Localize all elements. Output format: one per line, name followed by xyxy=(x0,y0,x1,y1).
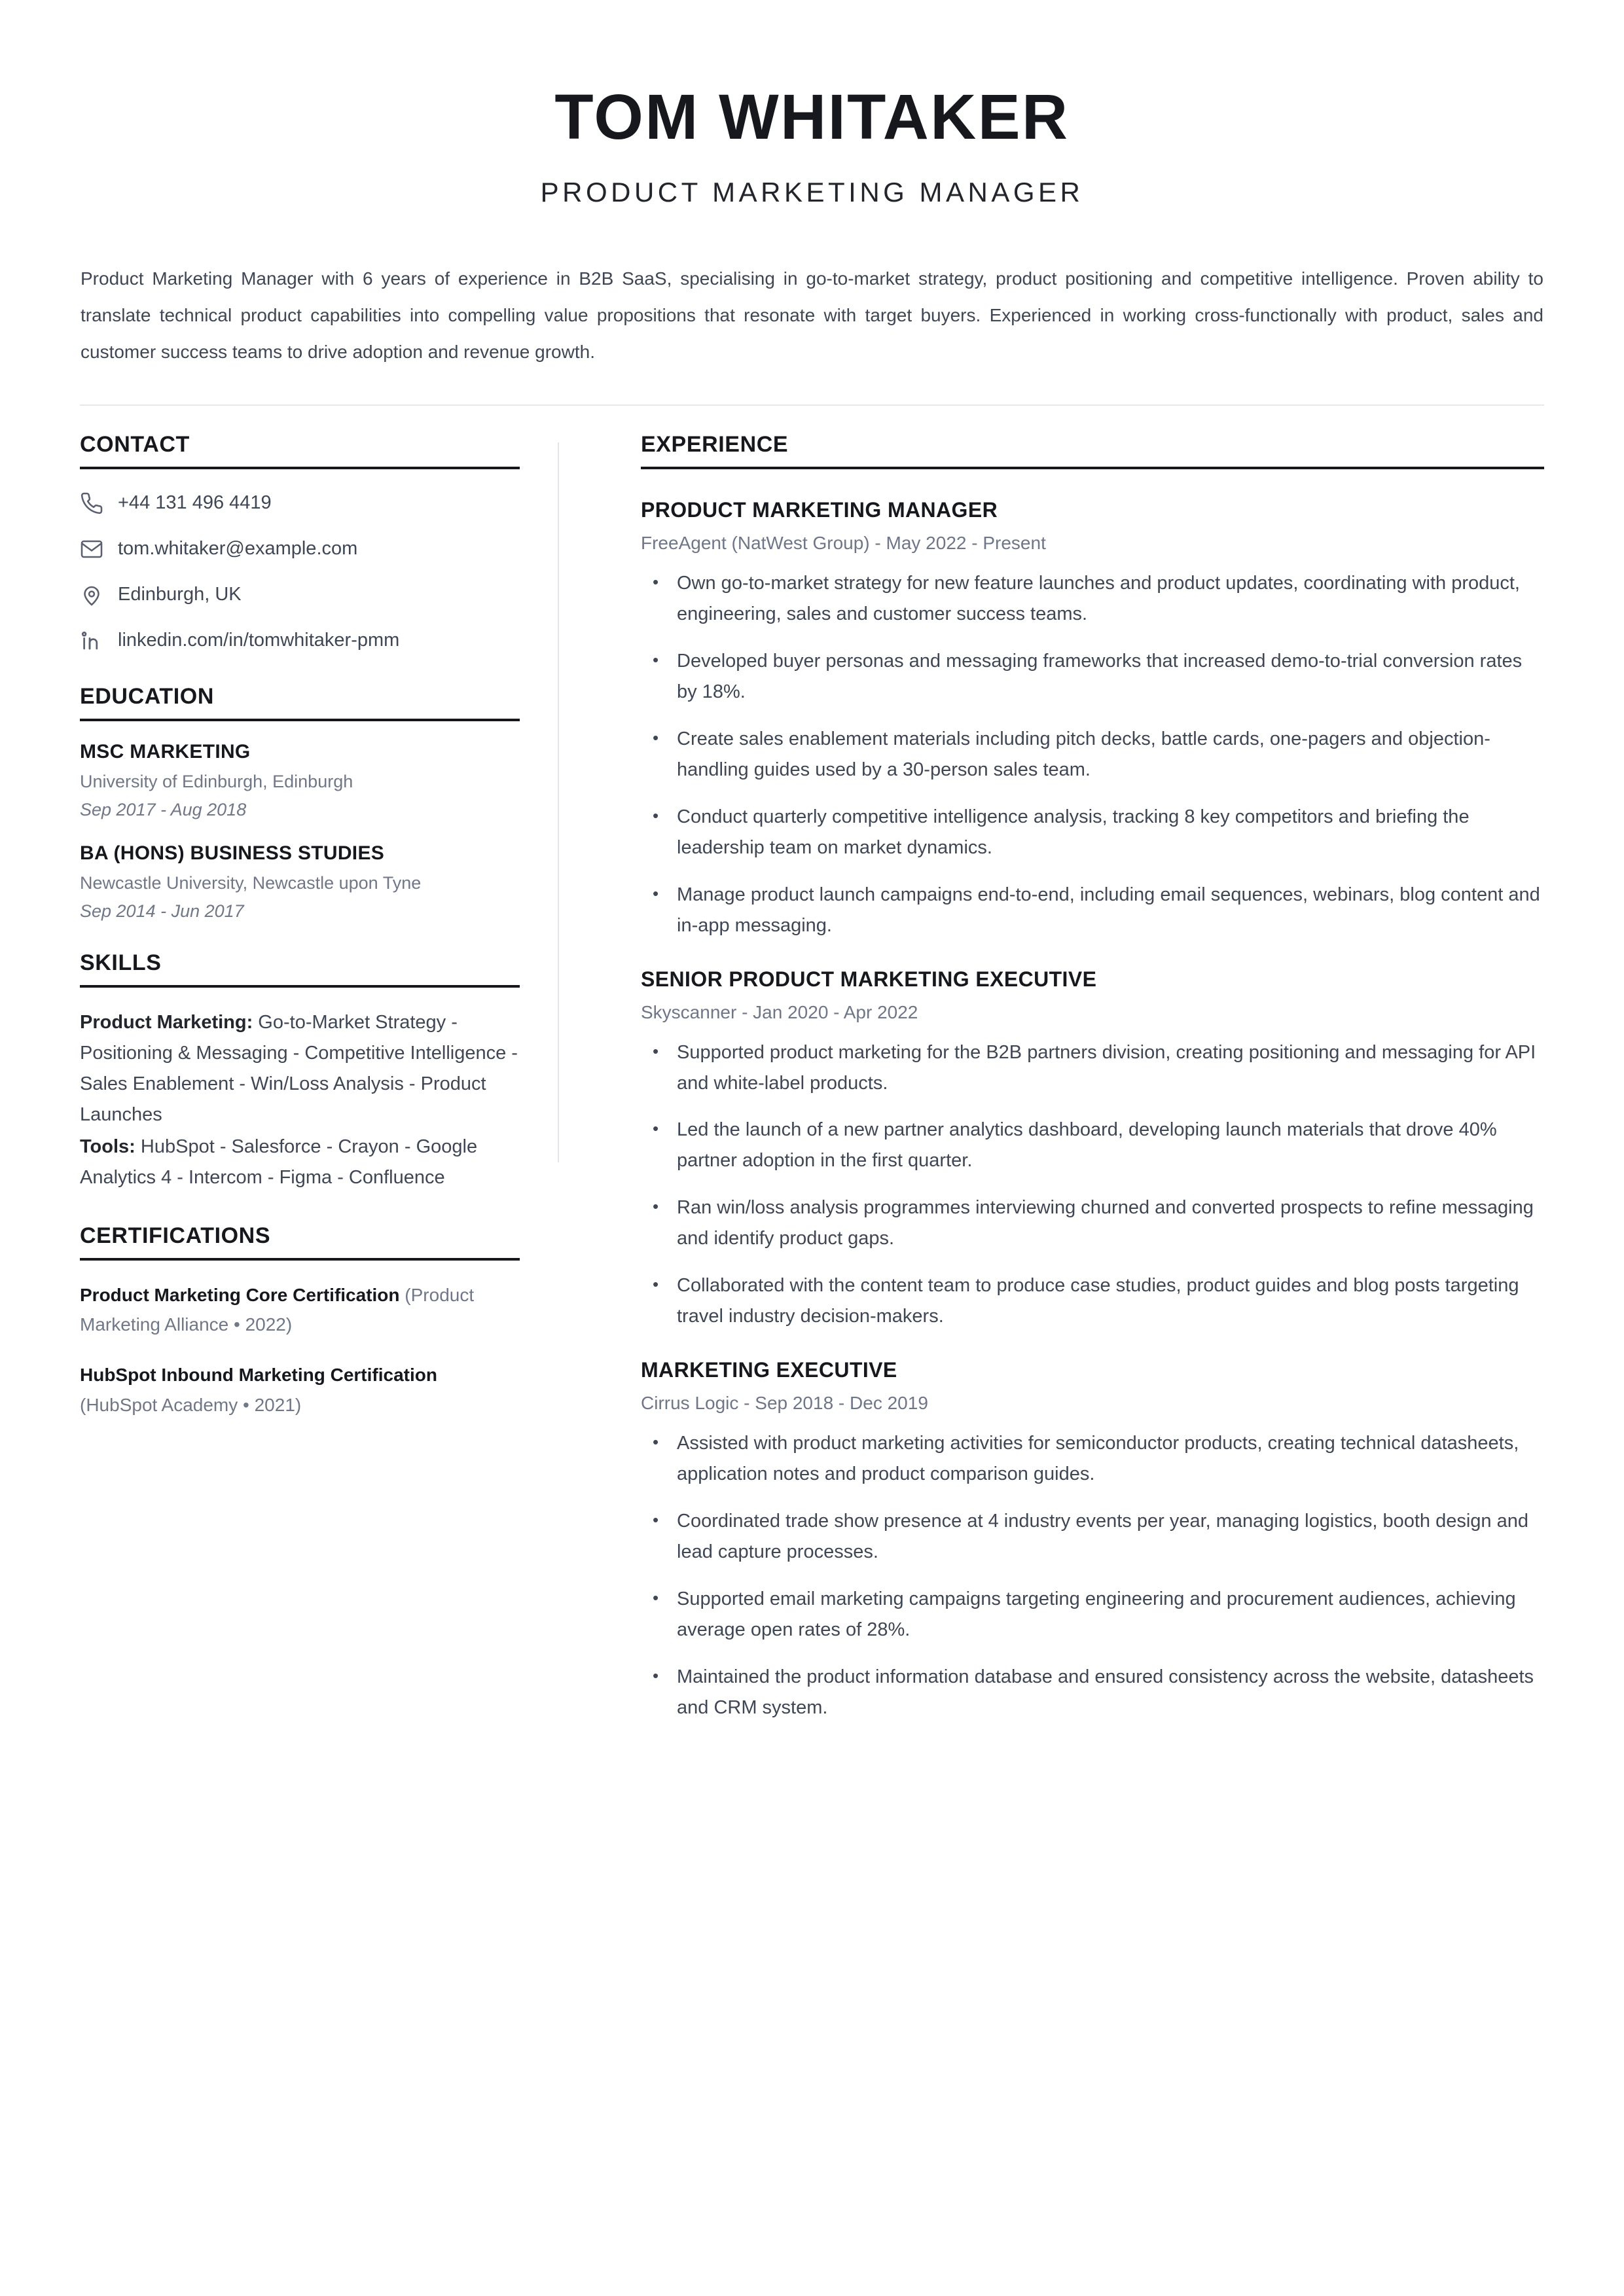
job-bullets xyxy=(641,1428,1544,1723)
skills-group xyxy=(80,1132,520,1193)
job-bullet: • Coordinated trade show presence at 4 industry events per year, managing logistics, booth design and lead capture processes. xyxy=(641,1506,1544,1568)
candidate-job-title: PRODUCT MARKETING MANAGER xyxy=(540,176,1084,207)
phone-icon xyxy=(80,492,106,515)
education-school: University of Edinburgh, Edinburgh xyxy=(80,771,353,791)
job-bullet: • Maintained the product information database and ensured consistency across the website, datasheets and CRM system. xyxy=(641,1662,1544,1723)
experience-section xyxy=(641,432,1544,1723)
job-bullet: • Assisted with product marketing activities for semiconductor products, creating technical datasheets, application notes and product comparison guides. xyxy=(641,1428,1544,1490)
education-degree: MSC MARKETING xyxy=(80,740,251,762)
experience-job xyxy=(641,1358,1544,1723)
skills-group-value: Go-to-Market Strategy - Positioning & Messaging - Competitive Intelligence - Sales Enablement - Win/Loss Analysis - Product Launches xyxy=(80,1011,518,1125)
contact-item-location[interactable] xyxy=(80,581,520,609)
skills-group-value: HubSpot - Salesforce - Crayon - Google Analytics 4 - Intercom - Figma - Confluence xyxy=(80,1136,478,1188)
contact-list xyxy=(80,489,520,655)
right-column xyxy=(559,432,1544,1749)
job-role: PRODUCT MARKETING MANAGER xyxy=(641,497,998,522)
certification-meta: (HubSpot Academy • 2021) xyxy=(80,1394,302,1415)
experience-job xyxy=(641,498,1544,941)
education-item xyxy=(80,741,520,820)
job-bullets xyxy=(641,568,1544,941)
experience-section-title: EXPERIENCE xyxy=(641,431,789,457)
contact-email-value: tom.whitaker@example.com xyxy=(118,538,358,560)
job-meta: FreeAgent (NatWest Group) - May 2022 - Present xyxy=(641,532,1046,553)
resume-header xyxy=(80,0,1544,208)
job-bullet: • Create sales enablement materials including pitch decks, battle cards, one-pagers and objection-handling guides used by a 30-person sales team. xyxy=(641,724,1544,785)
experience-job xyxy=(641,967,1544,1333)
job-bullet: • Developed buyer personas and messaging frameworks that increased demo-to-trial conversion rates by 18%. xyxy=(641,646,1544,708)
certifications-section-rule xyxy=(80,1258,520,1261)
skills-group xyxy=(80,1007,520,1130)
job-bullet: • Led the launch of a new partner analytics dashboard, developing launch materials that drove 40% partner adoption in the first quarter. xyxy=(641,1115,1544,1176)
education-section-title: EDUCATION xyxy=(80,683,214,709)
linkedin-icon xyxy=(80,629,106,653)
experience-section-rule xyxy=(641,467,1544,469)
contact-section xyxy=(80,432,520,655)
contact-linkedin-value: linkedin.com/in/tomwhitaker-pmm xyxy=(118,630,400,651)
header-divider xyxy=(80,404,1544,406)
education-dates: Sep 2017 - Aug 2018 xyxy=(80,799,247,819)
job-bullet: • Manage product launch campaigns end-to-end, including email sequences, webinars, blog content and in-app messaging. xyxy=(641,880,1544,941)
skills-section-title: SKILLS xyxy=(80,950,162,975)
certification-meta: (Product Marketing Alliance • 2022) xyxy=(80,1284,475,1335)
education-section xyxy=(80,684,520,922)
job-bullet: • Collaborated with the content team to produce case studies, product guides and blog posts targeting travel industry decision-makers. xyxy=(641,1270,1544,1332)
contact-phone-value: +44 131 496 4419 xyxy=(118,492,272,514)
job-bullet: • Conduct quarterly competitive intelligence analysis, tracking 8 key competitors and briefing the leadership team on market dynamics. xyxy=(641,802,1544,863)
job-bullet: • Own go-to-market strategy for new feature launches and product updates, coordinating with product, engineering, sales and customer success teams. xyxy=(641,568,1544,630)
job-role: MARKETING EXECUTIVE xyxy=(641,1358,897,1382)
skills-section xyxy=(80,950,520,1193)
job-bullet: • Supported product marketing for the B2B partners division, creating positioning and messaging for API and white-label products. xyxy=(641,1037,1544,1099)
skills-section-rule xyxy=(80,985,520,988)
job-bullet: • Supported email marketing campaigns targeting engineering and procurement audiences, achieving average open rates of 28%. xyxy=(641,1584,1544,1645)
resume-body xyxy=(80,432,1544,1749)
certification-item xyxy=(80,1360,520,1420)
education-item xyxy=(80,842,520,922)
envelope-icon xyxy=(80,537,106,561)
contact-item-linkedin[interactable] xyxy=(80,626,520,655)
certifications-section-title: CERTIFICATIONS xyxy=(80,1223,271,1248)
certification-item xyxy=(80,1280,520,1340)
certifications-section xyxy=(80,1223,520,1420)
certification-name: HubSpot Inbound Marketing Certification xyxy=(80,1365,437,1386)
skills-group-label: Product Marketing: xyxy=(80,1011,253,1033)
professional-summary: Product Marketing Manager with 6 years of experience in B2B SaaS, specialising in go-to-market strategy, product positioning and competitive intelligence. Proven ability to translate technical product capabilities into compelling value propositions that resonate with target buyers. Experienced in working cross-functionally with product, sales and customer success teams to drive adoption and revenue growth. xyxy=(81,268,1543,362)
job-bullets xyxy=(641,1037,1544,1333)
contact-location-value: Edinburgh, UK xyxy=(118,584,242,605)
job-bullet: • Ran win/loss analysis programmes interviewing churned and converted prospects to refine messaging and identify product gaps. xyxy=(641,1193,1544,1254)
job-meta: Skyscanner - Jan 2020 - Apr 2022 xyxy=(641,1001,918,1022)
education-degree: BA (HONS) BUSINESS STUDIES xyxy=(80,842,385,864)
candidate-name: TOM WHITAKER xyxy=(554,81,1070,152)
location-pin-icon xyxy=(80,583,106,607)
contact-item-phone[interactable] xyxy=(80,489,520,518)
education-section-rule xyxy=(80,719,520,721)
skills-group-label: Tools: xyxy=(80,1136,135,1157)
contact-section-rule xyxy=(80,467,520,469)
job-meta: Cirrus Logic - Sep 2018 - Dec 2019 xyxy=(641,1393,928,1414)
education-dates: Sep 2014 - Jun 2017 xyxy=(80,901,244,921)
certification-name: Product Marketing Core Certification xyxy=(80,1284,400,1305)
job-role: SENIOR PRODUCT MARKETING EXECUTIVE xyxy=(641,967,1097,991)
education-school: Newcastle University, Newcastle upon Tyne xyxy=(80,872,422,893)
contact-section-title: CONTACT xyxy=(80,431,190,457)
left-column xyxy=(80,432,558,1749)
contact-item-email[interactable] xyxy=(80,535,520,564)
